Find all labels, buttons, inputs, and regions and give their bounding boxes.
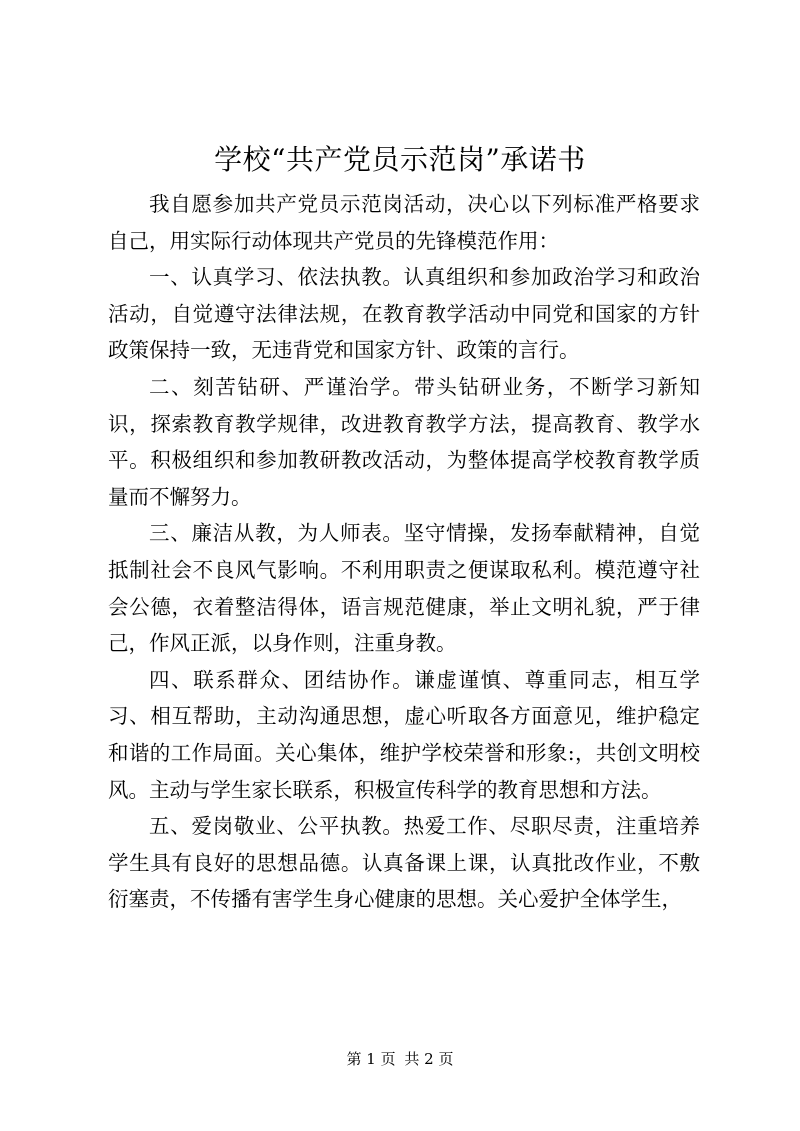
- paragraph-item-4: 四、联系群众、团结协作。谦虚谨慎、尊重同志，相互学习、相互帮助，主动沟通思想，虚心听取各方面意见，维护稳定和谐的工作局面。关心集体，维护学校荣誉和形象:，共创文明校风。主动与学生家长联系，积极宣传科学的教育思想和方法。: [108, 667, 700, 802]
- paragraph-item-1: 一、认真学习、依法执教。认真组织和参加政治学习和政治活动，自觉遵守法律法规，在教育教学活动中同党和国家的方针政策保持一致，无违背党和国家方针、政策的言行。: [108, 265, 700, 363]
- paragraph-intro: 我自愿参加共产党员示范岗活动，决心以下列标准严格要求自己，用实际行动体现共产党员的先锋模范作用：: [108, 192, 700, 253]
- page-total: 共 2 页: [404, 1050, 454, 1068]
- paragraph-item-5: 五、爱岗敬业、公平执教。热爱工作、尽职尽责，注重培养学生具有良好的思想品德。认真备课上课，认真批改作业，不敷衍塞责，不传播有害学生身心健康的思想。关心爱护全体学生，: [108, 814, 700, 912]
- document-title: 学校“共产党员示范岗”承诺书: [214, 143, 586, 176]
- paragraph-item-3: 三、廉洁从教，为人师表。坚守情操，发扬奉献精神，自觉抵制社会不良风气影响。不利用职责之便谋取私利。模范遵守社会公德，衣着整洁得体，语言规范健康，举止文明礼貌，严于律己，作风正派，以身作则，注重身教。: [108, 521, 700, 656]
- page-footer: [0, 1049, 800, 1069]
- page-number: 第 1 页: [346, 1050, 396, 1068]
- paragraph-item-2: 二、刻苦钻研、严谨治学。带头钻研业务，不断学习新知识，探索教育教学规律，改进教育教学方法，提高教育、教学水平。积极组织和参加教研教改活动，为整体提高学校教育教学质量而不懈努力。: [108, 374, 700, 509]
- document-body: [108, 186, 700, 918]
